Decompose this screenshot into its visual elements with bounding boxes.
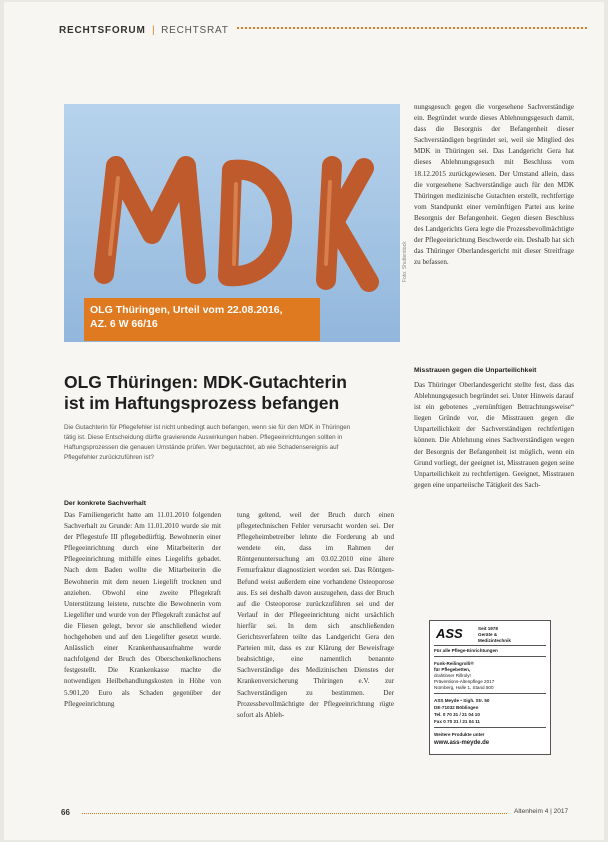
magazine-page — [4, 2, 604, 840]
ad-product-line: Funk-Reilingrolli® — [434, 661, 474, 666]
page-number: 66 — [61, 808, 70, 817]
subsection-title: RECHTSRAT — [161, 25, 229, 36]
photo-credit: Foto: Shutterstock — [402, 241, 408, 282]
advertisement[interactable] — [429, 620, 551, 755]
article-intro: Die Gutachterin für Pflegefehler ist nicht unbedingt auch befangen, wenn sie für den MDK in Thüringen tätig ist. Diese Entscheidung dürfte gravierende Auswirkungen haben. Pflegeeinrichtungen sollten in Haftungsprozessen die genauen Umstände prüfen. Wer begutachtet, ab wie Schadensereignis auf Pflegefehler zurückzuführen ist? — [64, 424, 351, 461]
body-column-2: tung geltend, weil der Bruch durch einen pflegetechnischen Fehler verursacht worden sei. Der Pflegeheimbetreiber lehnte die Forderung ab und wendete ein, dass im Rahmen der Röntgenuntersuchung am 03.02.2010 eine ältere Femurfraktur diagnostiziert worden sei. Das Röntgen-Befund weist außerdem eine vorhandene Osteoporose aus. Es sei deshalb davon auszugehen, dass der Bruch auf die Osteoporose zurückzuführen sei und der Verlauf in der Pflegeeinrichtung nicht ursächlich hierfür sei. In dem sich anschließenden Gerichtsverfahren teilte das Landgericht Gera den Parteien mit, dass es zur Klärung der Beweisfrage beabsichtige, eine namentlich benannte Sachverständige des Medizinischen Dienstes der Krankenversicherung Thüringen e.V. zur Sachverständigen zu bestimmen. Der Prozessbevollmächtigte der Pflegeeinrichtung rügte sofort als Ableh- — [237, 511, 394, 719]
subheading: Misstrauen gegen die Unparteilichkeit — [414, 367, 537, 374]
ad-product-line: drahtloser Rillroly! — [434, 673, 471, 678]
ad-brand-line: Seit 1978 — [478, 626, 498, 631]
ad-phone: Tel. 0 70 31 / 21 04 10 — [434, 712, 480, 717]
ad-divider — [434, 693, 546, 694]
issue-label: Altenheim 4 | 2017 — [514, 808, 569, 815]
ad-brand — [478, 626, 546, 644]
caption-line: OLG Thüringen, Urteil vom 22.08.2016, — [90, 304, 283, 316]
hero-caption — [84, 298, 320, 341]
ad-divider — [434, 645, 546, 646]
ad-divider — [434, 656, 546, 657]
ad-product-line: Nürnberg, Halle 1, Stand 500 — [434, 685, 494, 690]
body-column-1: Das Familiengericht hatte am 11.01.2010 folgenden Sachverhalt zu Grunde: Am 11.01.2010 wurde sie mit der Pflegestufe III pflegebedürftig. Bewohnerin einer Pflegeeinrichtung durch eine Mitarbeiterin der Pflegeeinrichtung mithilfe eines Liegelifts gebadet. Nach dem Baden wollte die Mitarbeiterin die Bewohnerin mit dem neuen Liegelift trocknen und anziehen. Obwohl eine zweite Pflegekraft Unterstützung leistete, rutschte die Bewohnerin vom Liegelifter und wurde von der Pflegekraft zunächst auf die Fliesen gelegt, bevor sie anschließend wieder hochgehoben und auf den Liegelifter gesetzt wurde. Anlässlich einer Krankenhausaufnahme wurde nachfolgend der Bruch des Oberschenkelknochens festgestellt. Die Krankenkasse machte die notwendigen Heilbehandlungskosten in Höhe von 5.901,20 Euro als Schaden gegenüber der Pflegeeinrichtung — [64, 511, 221, 708]
ad-company: ASS Meyde • Sigh. Str. 50 — [434, 698, 490, 703]
ad-fax: Fax 0 70 31 / 21 04 11 — [434, 719, 480, 724]
footer-dotted-rule — [82, 813, 507, 814]
ad-brand-line: Medizintechnik — [478, 638, 511, 643]
ad-url-link[interactable]: www.ass-meyde.de — [434, 740, 490, 746]
ad-product-line: für Pflegebetten, — [434, 667, 471, 672]
ad-address: DE-71032 Böblingen — [434, 705, 479, 710]
section-title: RECHTSFORUM — [59, 25, 146, 36]
body-column-3: nungsgesuch gegen die vorgesehene Sachverständige ein. Begründet wurde dieses Ablehnungsgesuch damit, dass die Besorgnis der Befangenheit dieser Sachverständigen begründet sei, weil sie Mitglied des MDK in Thüringen sei. Das Landgericht Gera hat dieses Ablehnungsgesuch mit Beschluss vom 18.12.2015 zurückgewiesen. Der Umstand allein, dass die vorgesehene Sachverständige auch für den MDK Thüringen medizinische Gutachten erstellt, rechtfertige vom Standpunkt einer vernünftigen Partei aus keine Besorgnis der Befangenheit. Gegen diesen Beschluss des Landgerichts Gera legte die Prozessbevollmächtigte der Pflegeeinrichtung Beschwerde ein. Deshalb hat sich das Thüringer Oberlandesgericht mit dieser Streitfrage zu befassen. — [414, 103, 574, 267]
ad-tagline: Für alle Pflege-Einrichtungen — [434, 648, 498, 653]
caption-line: AZ. 6 W 66/16 — [90, 318, 158, 330]
header-separator: | — [152, 25, 155, 36]
headline-line: OLG Thüringen: MDK-Gutachterin — [64, 372, 347, 392]
headline-line: ist im Haftungsprozess befangen — [64, 393, 340, 413]
ad-divider — [434, 727, 546, 728]
ad-brand-line: Geräte & — [478, 632, 498, 637]
section-header — [59, 20, 589, 34]
ad-product-line: Präventions-Altenpflege 2017 — [434, 679, 495, 684]
ad-logo-text: ASS — [436, 626, 463, 640]
ad-more-text: Weitere Produkte unter — [434, 732, 485, 737]
article-headline — [64, 372, 364, 414]
ass-logo — [434, 626, 474, 640]
subheading: Der konkrete Sachverhalt — [64, 500, 146, 507]
header-dotted-rule — [237, 27, 587, 29]
body-column-3-continued: Das Thüringer Oberlandesgericht stellte fest, dass das Ablehnungsgesuch begründet sei. Unter Hinweis darauf ist ein gebotenes „vernünftigen Betrachtungsweise“ liegen Gründe vor, die Misstrauen gegen die Unparteilichkeit der Sachverständigen rechtfertigen können. Die Ablehnung eines Sachverständigen wegen der Besorgnis der Befangenheit ist möglich, wenn ein Grund vorliegt, der geeignet ist, Misstrauen gegen seine Unparteilichkeit zu rechtfertigen. Geeignet, Misstrauen gegen eine unparteiische Tätigkeit des Sach- — [414, 381, 574, 489]
